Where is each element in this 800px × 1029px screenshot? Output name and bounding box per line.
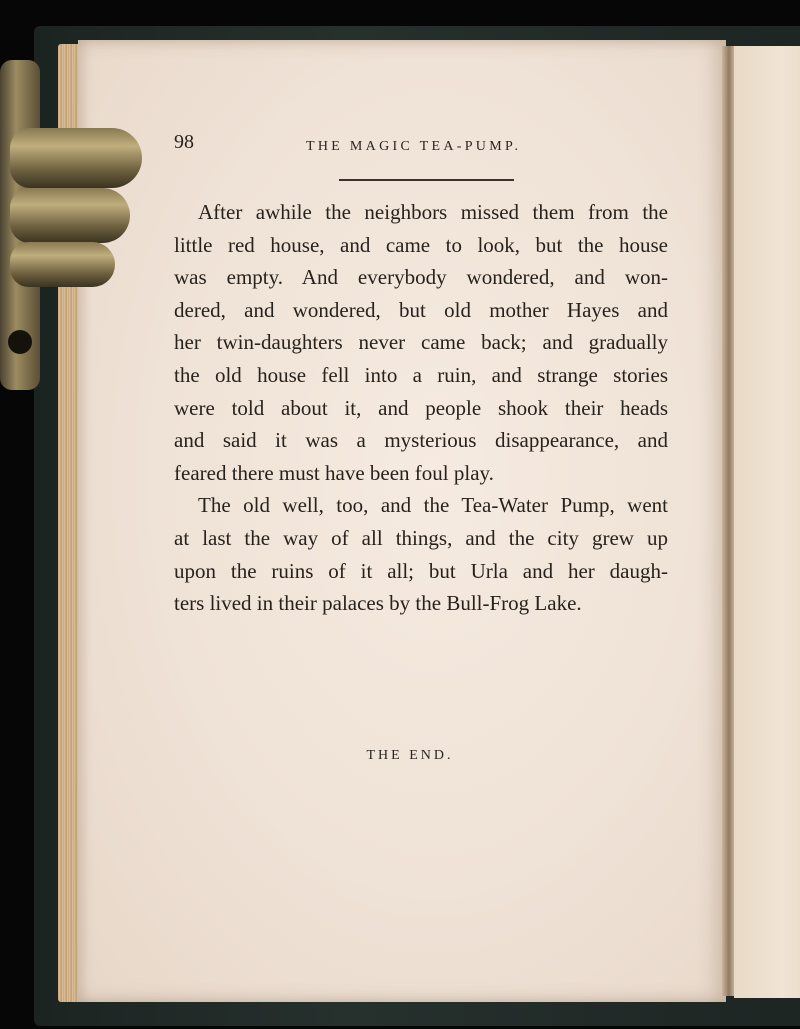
text-line: was empty. And everybody wondered, and won- [174, 265, 668, 290]
text-line: upon the ruins of it all; but Urla and her daugh- [174, 558, 668, 583]
clasp-finger [10, 242, 115, 287]
page-number: 98 [174, 131, 194, 153]
brass-clasp [0, 60, 145, 390]
clasp-finger [10, 128, 142, 188]
text-line: ters lived in their palaces by the Bull-Frog Lake. [174, 591, 582, 616]
text-line: little red house, and came to look, but the house [174, 232, 668, 257]
text-line: the old house fell into a ruin, and strange stories [174, 362, 668, 387]
paragraph [174, 196, 668, 489]
text-line: The old well, too, and the Tea-Water Pump, went [198, 493, 668, 518]
text-line: at last the way of all things, and the city grew up [174, 525, 668, 550]
running-head [174, 131, 674, 161]
body-text [174, 196, 668, 620]
clasp-hole [8, 330, 32, 354]
running-title: THE MAGIC TEA-PUMP. [306, 139, 522, 154]
header-rule [339, 179, 514, 181]
text-line: feared there must have been foul play. [174, 460, 494, 485]
text-line: After awhile the neighbors missed them from the [198, 200, 668, 224]
text-line: her twin-daughters never came back; and gradually [174, 330, 668, 355]
clasp-finger [10, 188, 130, 243]
facing-page [734, 46, 800, 998]
the-end-mark: THE END. [366, 748, 454, 763]
paragraph [174, 489, 668, 619]
text-line: and said it was a mysterious disappearance, and [174, 428, 668, 453]
text-line: were told about it, and people shook their heads [174, 395, 668, 420]
text-line: dered, and wondered, but old mother Hayes and [174, 297, 668, 322]
